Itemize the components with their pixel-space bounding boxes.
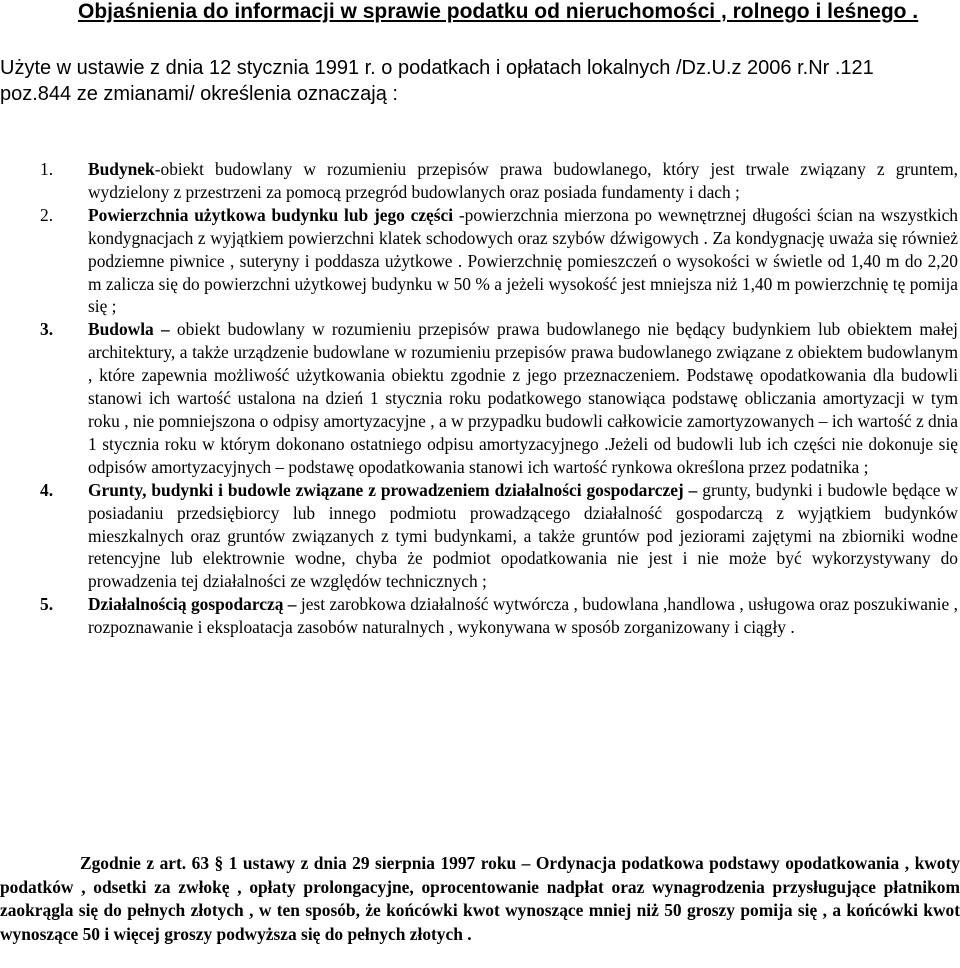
definition-term: Budowla – <box>88 319 170 340</box>
intro-line-2: poz.844 ze zmianami/ określenia oznaczają : <box>0 83 398 105</box>
definition-item <box>40 158 958 204</box>
definition-body <box>88 158 958 204</box>
intro-paragraph <box>0 55 958 107</box>
definition-text: -powierzchnia mierzona po wewnętrznej długości ścian na wszystkich kondygnacjach z wyjątkiem powierzchni klatek schodowych oraz szybów dźwigowych . Za kondygnację uważa się również podziemne piwnice , suteryny i poddasza użytkowe . Powierzchnię pomieszczeń o wysokości w świetle od 1,40 m do 2,20 m zalicza się do powierzchni użytkowej budynku w 50 % a jeżeli wysokość jest mniejsza niż 1,40 m powierzchnię tę pomija się ; <box>88 204 959 317</box>
definition-item <box>40 593 958 639</box>
definitions-list <box>40 158 958 639</box>
definition-number: 4. <box>40 479 54 500</box>
definition-body <box>88 318 958 478</box>
definition-body <box>88 204 958 319</box>
intro-line-1: Użyte w ustawie z dnia 12 stycznia 1991 r. o podatkach i opłatach lokalnych /Dz.U.z 2006 r.Nr .121 <box>0 57 874 79</box>
definition-text: obiekt budowlany w rozumieniu przepisów prawa budowlanego nie będący budynkiem lub obiektem małej architektury, a także urządzenie budowlane w rozumieniu przepisów prawa budowlanego związane z obiektem budowlanym , które zapewnia możliwość użytkowania obiektu zgodnie z jego przeznaczeniem. Podstawę opodatkowania dla budowli stanowi ich wartość ustalona na dzień 1 stycznia roku podatkowego stanowiąca podstawę obliczania amortyzacji w tym roku , nie pomniejszona o odpisy amortyzacyjne , a w przypadku budowli całkowicie zamortyzowanych – ich wartość z dnia 1 stycznia roku w którym dokonano ostatniego odpisu amortyzacyjnego .Jeżeli od budowli lub ich części nie dokonuje się odpisów amortyzacyjnych – podstawę opodatkowania stanowi ich wartość rynkowa określona przez podatnika ; <box>88 319 958 477</box>
definition-text: jest zarobkowa działalność wytwórcza , budowlana ,handlowa , usługowa oraz poszukiwanie , rozpoznawanie i eksploatacja zasobów naturalnych , wykonywana w sposób zorganizowany i ciągły . <box>88 594 958 638</box>
definition-item <box>40 204 958 319</box>
definition-term: Budynek <box>88 159 155 179</box>
definition-text: grunty, budynki i budowle będące w posiadaniu przedsiębiorcy lub innego podmiotu prowadzącego działalność gospodarczą z wyjątkiem budynków mieszkalnych oraz gruntów związanych z tymi budynkami, a także gruntów pod jeziorami zajętymi na zbiorniki wodne retencyjne lub elektrownie wodne, chyba że podmiot opodatkowania nie jest i nie może być wykorzystywany do prowadzenia tej działalności ze względów technicznych ; <box>88 479 958 592</box>
definition-term: Działalnością gospodarczą – <box>88 594 297 615</box>
definition-number: 3. <box>40 319 54 340</box>
definition-text: -obiekt budowlany w rozumieniu przepisów prawa budowlanego, który jest trwale związany z gruntem, wydzielony z przestrzeni za pomocą przegród budowlanych oraz posiada fundamenty i dach ; <box>88 159 958 202</box>
definition-number: 2. <box>40 204 54 225</box>
definition-body <box>88 593 958 639</box>
definition-term: Grunty, budynki i budowle związane z prowadzeniem działalności gospodarczej – <box>88 479 698 500</box>
definition-item <box>40 318 958 478</box>
definition-term: Powierzchnia użytkowa budynku lub jego części <box>88 204 454 225</box>
definition-item <box>40 479 958 594</box>
definition-number: 5. <box>40 594 54 615</box>
document-title: Objaśnienia do informacji w sprawie podatku od nieruchomości , rolnego i leśnego . <box>78 0 919 23</box>
closing-paragraph: Zgodnie z art. 63 § 1 ustawy z dnia 29 sierpnia 1997 roku – Ordynacja podatkowa podstawy opodatkowania , kwoty podatków , odsetki za zwłokę , opłaty prolongacyjne, oprocentowanie nadpłat oraz wynagrodzenia przysługujące płatnikom zaokrągla się do pełnych złotych , w ten sposób, że końcówki kwot wynoszące mniej niż 50 groszy pomija się , a końcówki kwot wynoszące 50 i więcej groszy podwyższa się do pełnych złotych . <box>0 853 960 944</box>
definition-body <box>88 479 958 594</box>
definition-number: 1. <box>40 159 54 179</box>
